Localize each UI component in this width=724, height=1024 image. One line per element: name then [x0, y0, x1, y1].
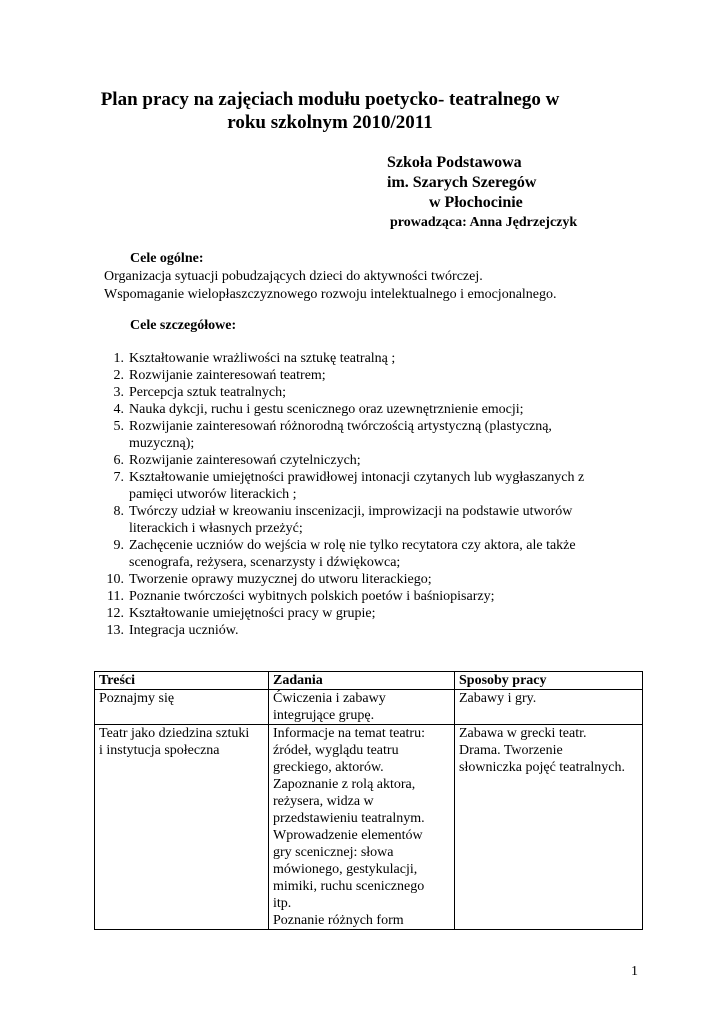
- table-row: [95, 725, 643, 930]
- table-cell: Poznajmy się: [95, 690, 269, 725]
- school-location: w Płochocinie: [429, 194, 523, 211]
- list-item: 9. Zachęcenie uczniów do wejścia w rolę nie tylko recytatora czy aktora, ale także scenografa, reżysera, scenarzysty i dźwiękowca;: [113, 538, 576, 570]
- table-cell: Teatr jako dziedzina sztuki i instytucja społeczna: [95, 725, 269, 930]
- general-goals-heading: Cele ogólne:: [130, 251, 204, 266]
- list-item: 12. Kształtowanie umiejętności pracy w grupie;: [106, 606, 376, 621]
- list-item: 4. Nauka dykcji, ruchu i gestu scenicznego oraz uzewnętrznienie emocji;: [113, 402, 524, 417]
- column-header-sposoby: Sposoby pracy: [455, 672, 643, 690]
- school-block: [387, 153, 577, 233]
- list-item: 5. Rozwijanie zainteresowań różnorodną twórczością artystyczną (plastyczną, muzyczną);: [113, 419, 552, 451]
- list-item: 11. Poznanie twórczości wybitnych polskich poetów i baśniopisarzy;: [107, 589, 495, 604]
- general-goal-item: Wspomaganie wielopłaszczyznowego rozwoju intelektualnego i emocjonalnego.: [104, 287, 557, 302]
- column-header-tresci: Treści: [95, 672, 269, 690]
- leader-name: prowadząca: Anna Jędrzejczyk: [390, 215, 578, 230]
- list-item: 13. Integracja uczniów.: [106, 623, 239, 638]
- page-number: 1: [631, 964, 638, 979]
- table-header-row: [95, 672, 643, 690]
- list-item: 2. Rozwijanie zainteresowań teatrem;: [113, 368, 326, 383]
- list-item: 3. Percepcja sztuk teatralnych;: [113, 385, 287, 400]
- table-cell: Zabawa w grecki teatr. Drama. Tworzenie słowniczka pojęć teatralnych.: [455, 725, 643, 930]
- school-name: Szkoła Podstawowa: [387, 154, 522, 171]
- column-header-zadania: Zadania: [269, 672, 455, 690]
- table-row: [95, 690, 643, 725]
- plan-table: [94, 671, 643, 930]
- specific-goals-heading: Cele szczegółowe:: [130, 318, 237, 333]
- table-cell: Informacje na temat teatru: źródeł, wyglądu teatru greckiego, aktorów. Zapoznanie z rolą aktora, reżysera, widza w przedstawieniu teatralnym. Wprowadzenie elementów gry scenicznej: słowa mówionego, gestykulacji, mimiki, ruchu scenicznego itp. Poznanie różnych form: [269, 725, 455, 930]
- title-line-1: Plan pracy na zajęciach modułu poetycko- teatralnego w: [100, 89, 560, 110]
- document-title: [80, 88, 580, 134]
- list-item: 7. Kształtowanie umiejętności prawidłowej intonacji czytanych lub wygłaszanych z pamięci utworów literackich ;: [113, 470, 585, 502]
- school-patron: im. Szarych Szeregów: [387, 174, 537, 191]
- list-item: 8. Twórczy udział w kreowaniu inscenizacji, improwizacji na podstawie utworów literackich i własnych przeżyć;: [113, 504, 573, 536]
- specific-goals-list: [104, 350, 624, 639]
- general-goals-list: [104, 268, 557, 304]
- table-cell: Zabawy i gry.: [455, 690, 643, 725]
- table-cell: Ćwiczenia i zabawy integrujące grupę.: [269, 690, 455, 725]
- general-goal-item: Organizacja sytuacji pobudzających dzieci do aktywności twórczej.: [104, 269, 483, 284]
- list-item: 1. Kształtowanie wrażliwości na sztukę teatralną ;: [113, 351, 396, 366]
- list-item: 6. Rozwijanie zainteresowań czytelniczych;: [113, 453, 361, 468]
- title-line-2: roku szkolnym 2010/2011: [227, 112, 433, 133]
- list-item: 10. Tworzenie oprawy muzycznej do utworu literackiego;: [106, 572, 432, 587]
